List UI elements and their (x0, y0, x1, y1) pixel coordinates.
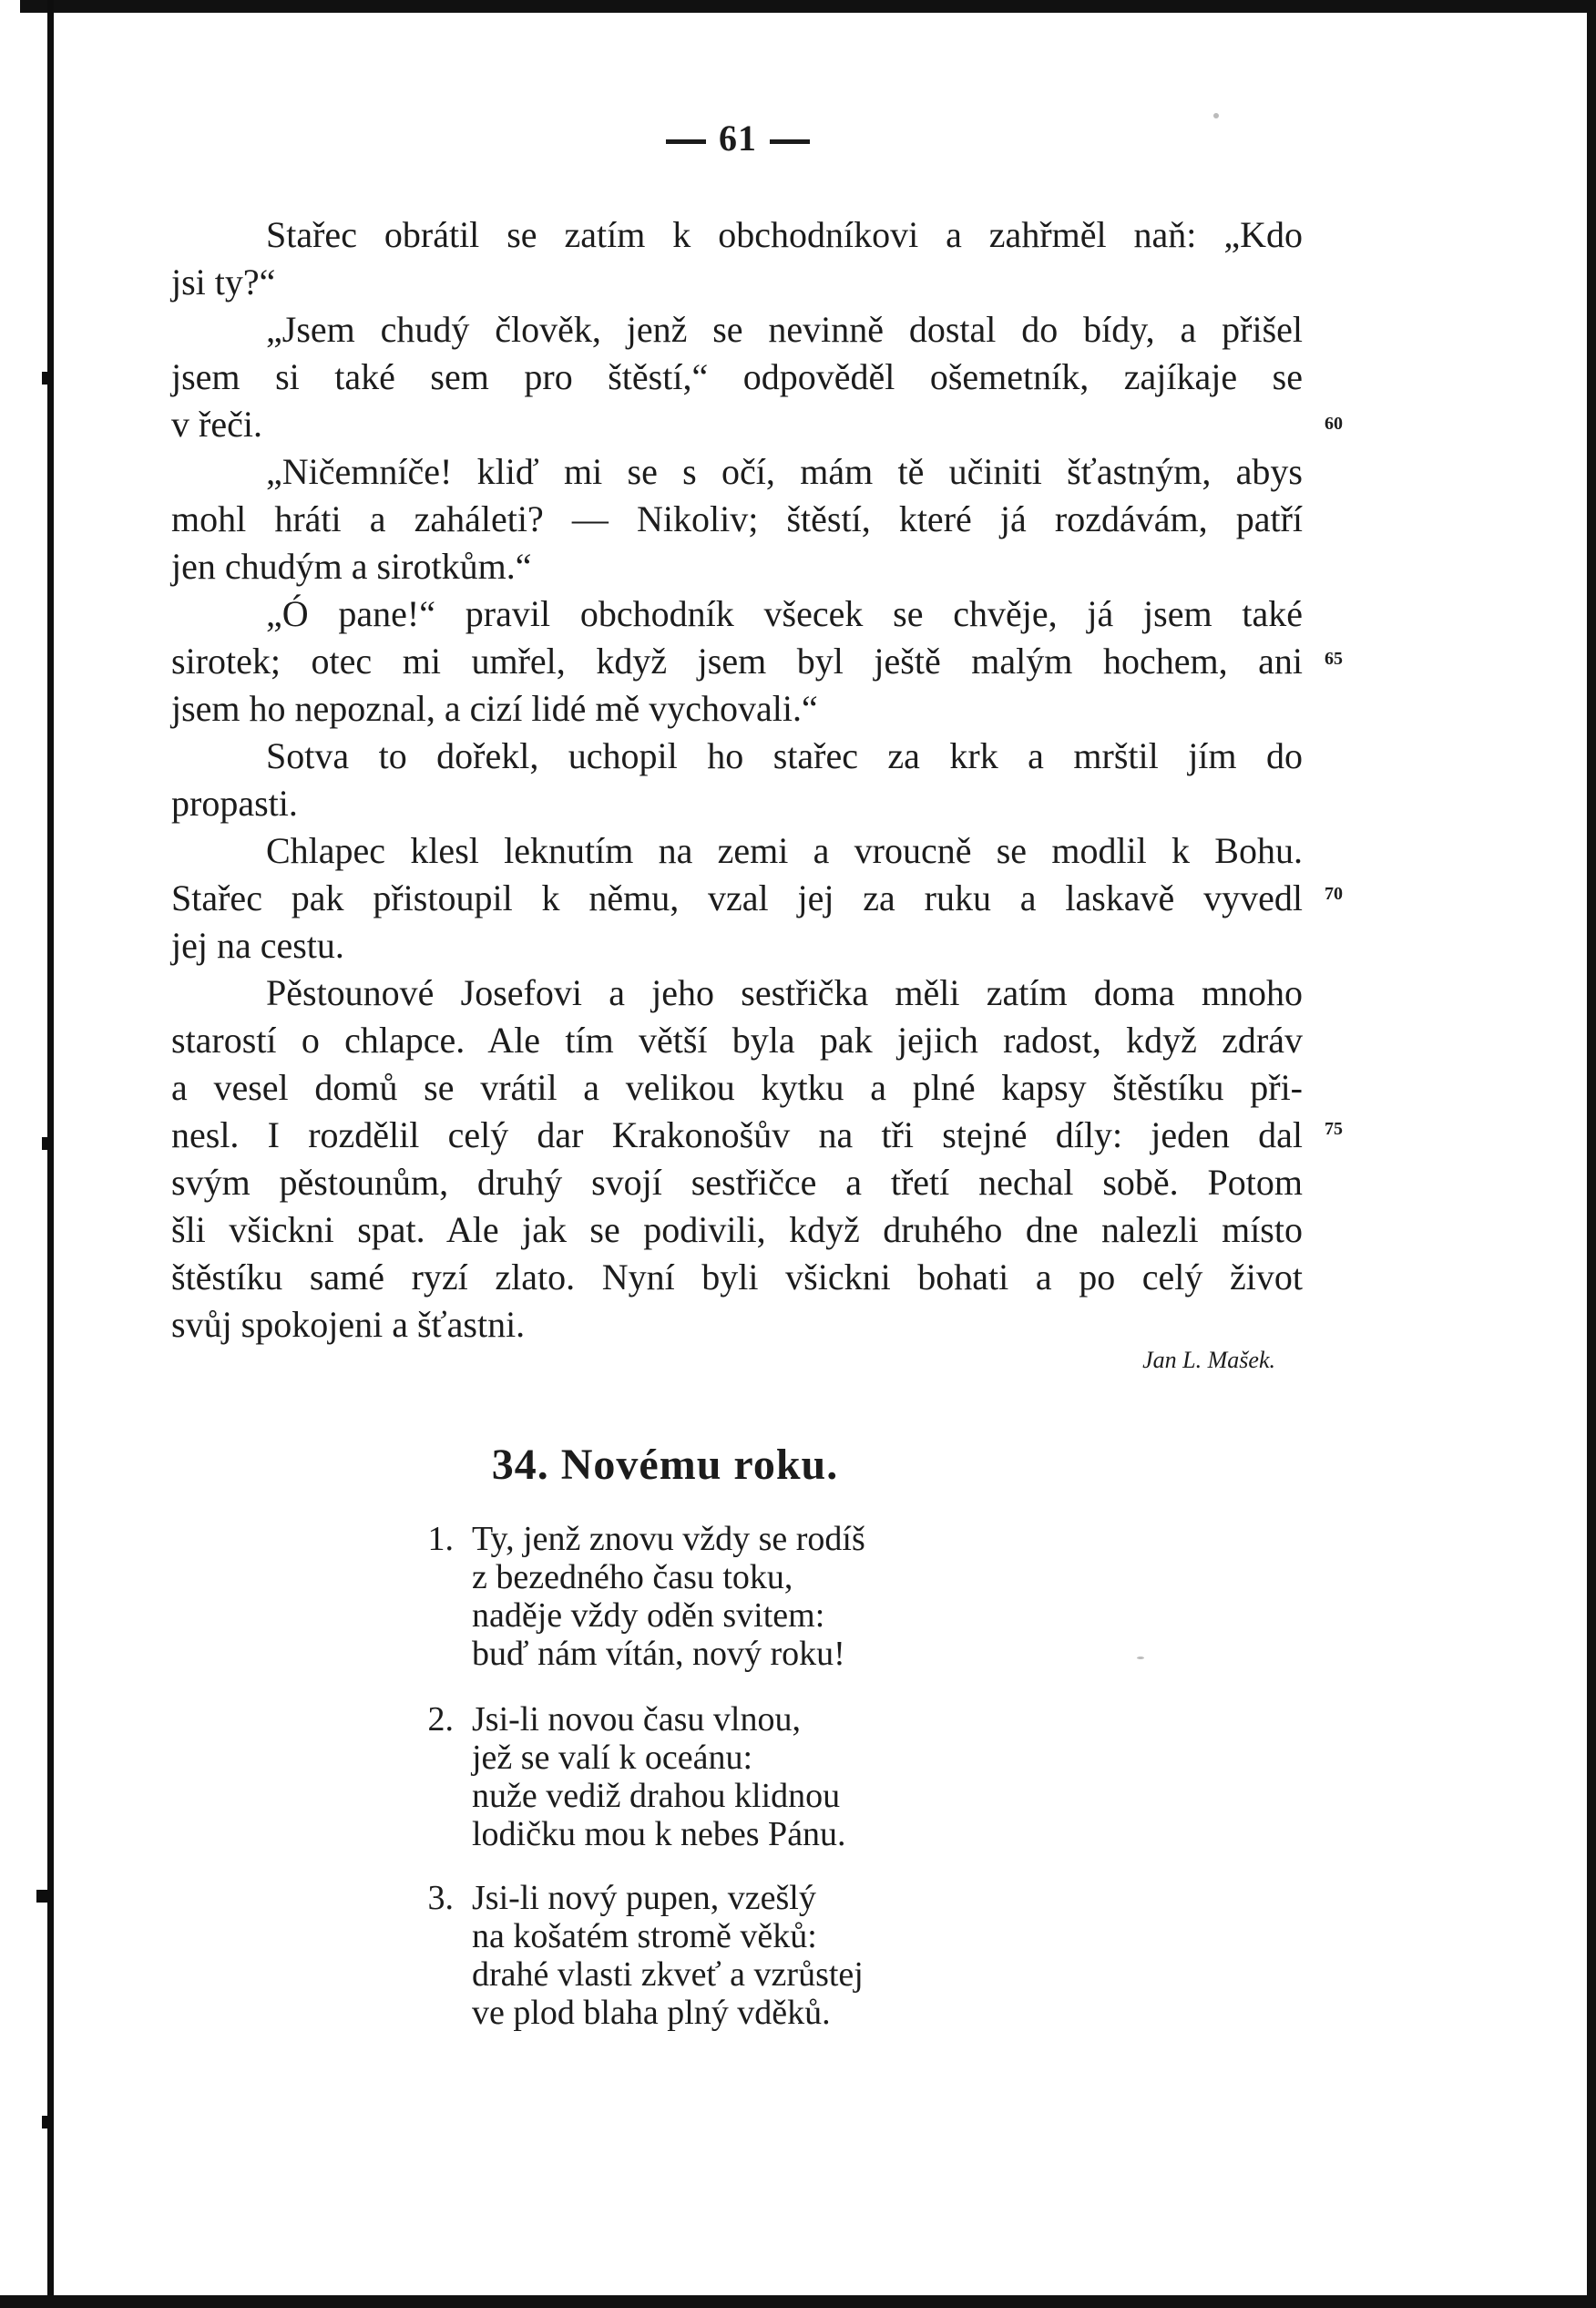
text-line: „Jsem chudý člověk, jenž se nevinně dostal do bídy, a přišel (266, 309, 1303, 350)
poem-title: 34. Novému roku. (491, 1441, 839, 1489)
text-line: Pěstounové Josefovi a jeho sestřička měli zatím doma mnoho (266, 972, 1303, 1013)
text-line: sirotek; otec mi umřel, když jsem byl ještě malým hochem, ani (171, 641, 1303, 682)
text-line: šli všickni spat. Ale jak se podivili, když druhého dne nalezli místo (171, 1209, 1303, 1250)
verse-line: ve plod blaha plný vděků. (472, 1994, 831, 2032)
author-signature: Jan L. Mašek. (1142, 1347, 1275, 1373)
verse-line: jež se valí k oceánu: (472, 1739, 753, 1777)
line-number-margin: 75 (1325, 1119, 1343, 1139)
page-number-dash-right (770, 139, 810, 144)
text-line: jsem si také sem pro štěstí,“ odpověděl ošemetník, zajíkaje se (171, 356, 1303, 397)
poem-stanza (401, 1520, 1038, 1673)
scan-border-bottom (0, 2295, 1596, 2308)
verse-line: nuže vediž drahou klidnou (472, 1777, 841, 1815)
verse-line: buď nám vítán, nový roku! (472, 1635, 845, 1673)
poem-stanza (401, 1879, 1038, 2032)
text-line: starostí o chlapce. Ale tím větší byla pak jejich radost, když zdráv (171, 1020, 1303, 1061)
verse-line: Ty, jenž znovu vždy se rodíš (472, 1520, 865, 1558)
stanza-number: 1. (427, 1520, 454, 1558)
text-line: Sotva to dořekl, uchopil ho stařec za krk a mrštil jím do (266, 735, 1303, 776)
scan-margin-left (0, 0, 20, 2308)
text-line: jej na cestu. (171, 925, 344, 966)
book-spine-edge (47, 0, 54, 2308)
text-line: jsem ho nepoznal, a cizí lidé mě vychovali.“ (171, 688, 818, 729)
verse-line: drahé vlasti zkveť a vzrůstej (472, 1955, 864, 1994)
story-text (171, 211, 1303, 1349)
paper-speck (1137, 1657, 1144, 1659)
spine-notch (42, 372, 53, 385)
text-line: nesl. I rozdělil celý dar Krakonošův na tři stejné díly: jeden dal (171, 1114, 1303, 1155)
text-line: a vesel domů se vrátil a velikou kytku a plné kapsy štěstíku při- (171, 1067, 1303, 1108)
page-number-text: 61 (719, 118, 757, 159)
text-line: Chlapec klesl leknutím na zemi a vroucně se modlil k Bohu. (266, 830, 1303, 871)
scan-border-top (0, 0, 1596, 13)
line-number-margin: 60 (1325, 414, 1343, 434)
text-line: štěstíku samé ryzí zlato. Nyní byli všickni bohati a po celý život (171, 1257, 1303, 1298)
spine-notch (42, 1137, 53, 1150)
text-line: jen chudým a sirotkům.“ (171, 546, 532, 587)
verse-line: Jsi-li nový pupen, vzešlý (472, 1879, 816, 1917)
text-line: propasti. (171, 783, 298, 824)
text-line: v řeči. (171, 404, 262, 445)
text-line: jsi ty?“ (171, 262, 276, 303)
verse-line: z bezedného času toku, (472, 1558, 793, 1596)
text-line: Stařec pak přistoupil k němu, vzal jej za ruku a laskavě vyvedl (171, 877, 1303, 918)
stanza-number: 2. (427, 1700, 454, 1739)
verse-line: naděje vždy oděn svitem: (472, 1596, 825, 1635)
scan-border-right (1587, 0, 1596, 2308)
spine-notch (36, 1890, 53, 1903)
text-line: „Ničemníče! kliď mi se s očí, mám tě učiniti šťastným, abys (266, 451, 1303, 492)
text-line: svůj spokojeni a šťastni. (171, 1304, 526, 1345)
page-number (638, 117, 838, 159)
text-line: Stařec obrátil se zatím k obchodníkovi a zahřměl naň: „Kdo (266, 214, 1303, 255)
stanza-number: 3. (427, 1879, 454, 1917)
verse-line: lodičku mou k nebes Pánu. (472, 1815, 846, 1853)
line-number-margin: 70 (1325, 884, 1343, 904)
text-line: „Ó pane!“ pravil obchodník všecek se chvěje, já jsem také (266, 593, 1303, 634)
page-number-dash-left (666, 139, 706, 144)
poem-stanza (401, 1700, 1038, 1853)
text-line: mohl hráti a zaháleti? — Nikoliv; štěstí, které já rozdávám, patří (171, 498, 1303, 539)
text-line: svým pěstounům, druhý svojí sestřičce a třetí nechal sobě. Potom (171, 1162, 1303, 1203)
verse-line: na košatém stromě věků: (472, 1917, 817, 1955)
spine-notch (42, 2116, 53, 2128)
paper-speck (1213, 113, 1219, 118)
line-number-margin: 65 (1325, 649, 1343, 669)
verse-line: Jsi-li novou času vlnou, (472, 1700, 801, 1739)
